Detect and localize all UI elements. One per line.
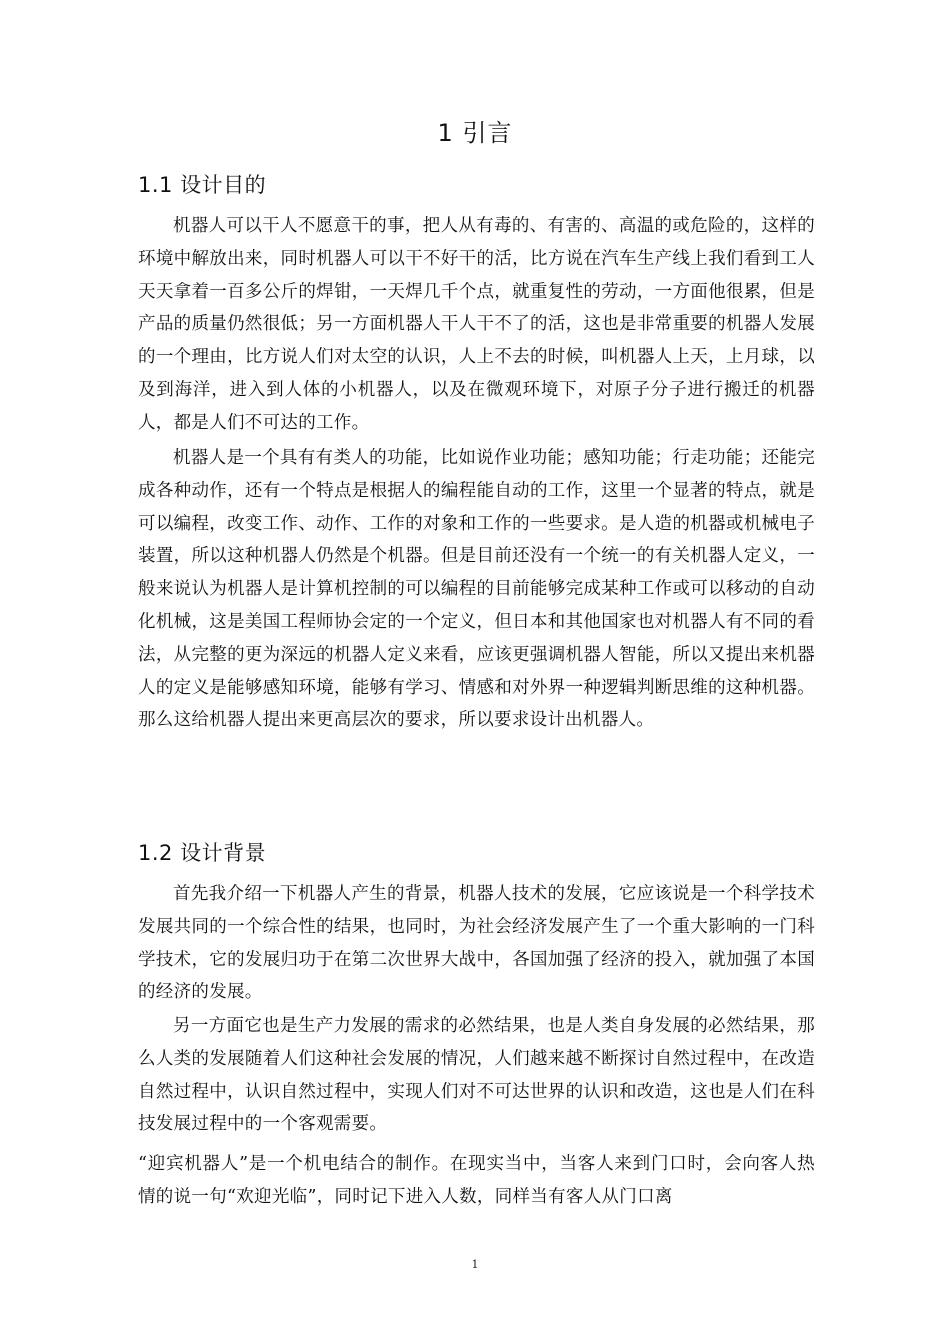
section-heading-1-1: 1.1 设计目的 (138, 173, 267, 197)
paragraph: 机器人是一个具有有类人的功能，比如说作业功能；感知功能；行走功能；还能完成各种动作，还有一个特点是根据人的编程能自动的工作，这里一个显著的特点，就是可以编程，改变工作、动作、工作的对象和工作的一些要求。是人造的机器或机械电子装置，所以这种机器人仍然是个机器。但是目前还没有一个统一的有关机器人定义，一般来说认为机器人是计算机控制的可以编程的目前能够完成某种工作或可以移动的自动化机械，这是美国工程师协会定的一个定义，但日本和其他国家也对机器人有不同的看法，从完整的更为深远的机器人定义来看，应该更强调机器人智能，所以又提出来机器人的定义是能够感知环境，能够有学习、情感和对外界一种逻辑判断思维的这种机器。那么这给机器人提出来更高层次的要求，所以要求设计出机器人。 (138, 448, 815, 731)
section-heading-1-2: 1.2 设计背景 (138, 841, 267, 865)
paragraph: 首先我介绍一下机器人产生的背景，机器人技术的发展，它应该说是一个科学技术发展共同的一个综合性的结果，也同时，为社会经济发展产生了一个重大影响的一门科学技术，它的发展归功于在第二次世界大战中，各国加强了经济的投入，就加强了本国的经济的发展。 (138, 884, 815, 1003)
chapter-title: 1 引言 (437, 119, 513, 147)
page-number: 1 (471, 1258, 479, 1271)
paragraph: 另一方面它也是生产力发展的需求的必然结果，也是人类自身发展的必然结果，那么人类的发展随着人们这种社会发展的情况，人们越来越不断探讨自然过程中，在改造自然过程中，认识自然过程中，实现人们对不可达世界的认识和改造，这也是人们在科技发展过程中的一个客观需要。 (138, 1016, 815, 1135)
paragraph: 机器人可以干人不愿意干的事，把人从有毒的、有害的、高温的或危险的，这样的环境中解放出来，同时机器人可以干不好干的活，比方说在汽车生产线上我们看到工人天天拿着一百多公斤的焊钳，一天焊几千个点，就重复性的劳动，一方面他很累，但是产品的质量仍然很低；另一方面机器人干人干不了的活，这也是非常重要的机器人发展的一个理由，比方说人们对太空的认识，人上不去的时候，叫机器人上天，上月球，以及到海洋，进入到人体的小机器人，以及在微观环境下，对原子分子进行搬迁的机器人，都是人们不可达的工作。 (138, 216, 815, 433)
paragraph: “迎宾机器人”是一个机电结合的制作。在现实当中，当客人来到门口时，会向客人热情的说一句“欢迎光临”，同时记下进入人数，同样当有客人从门口离 (138, 1154, 815, 1207)
